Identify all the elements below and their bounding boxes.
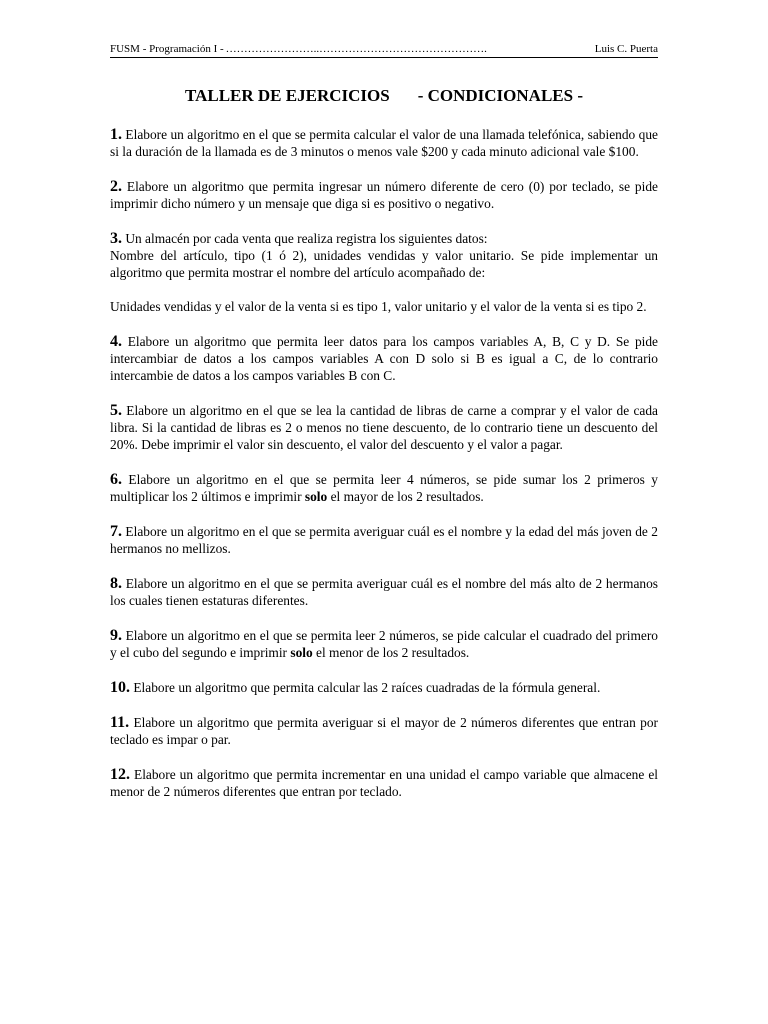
exercise-text-end: el menor de los 2 resultados. [312,645,470,660]
exercise-list [110,126,658,818]
exercise-number: 9. [110,627,122,644]
exercise-text: Elabore un algoritmo en el que se lea la cantidad de libras de carne a comprar y el valor de cada libra. Si la cantidad de libras es 2 o menos no tiene descuento, de lo contrario tiene un descuento del 20%. Debe imprimir el valor sin descuento, el valor del descuento y el valor a pagar. [110,403,658,452]
exercise-number: 8. [110,575,122,592]
exercise-extra-paragraph: Unidades vendidas y el valor de la venta si es tipo 1, valor unitario y el valor de la venta si es tipo 2. [110,299,647,314]
exercise-11 [110,714,658,748]
exercise-number: 3. [110,230,122,247]
exercise-7 [110,523,658,557]
exercise-text: Elabore un algoritmo en el que se permita calcular el valor de una llamada telefónica, sabiendo que si la duración de la llamada es de 3 minutos o menos vale $200 y cada minuto adicional vale $100. [110,127,658,159]
exercise-text: Elabore un algoritmo que permita incrementar en una unidad el campo variable que almacene el menor de 2 números diferentes que entran por teclado. [110,767,658,799]
exercise-text: Elabore un algoritmo en el que se permita averiguar cuál es el nombre del más alto de 2 hermanos los cuales tienen estaturas diferentes. [110,576,658,608]
exercise-text: Elabore un algoritmo en el que se permita leer 4 números, se pide sumar los 2 primeros y multiplicar los 2 últimos e imprimir [110,472,658,504]
exercise-number: 6. [110,471,122,488]
exercise-8 [110,575,658,609]
emphasis-word: solo [304,489,328,504]
exercise-text: Elabore un algoritmo que permita ingresar un número diferente de cero (0) por teclado, se pide imprimir dicho número y un mensaje que diga si es positivo o negativo. [110,179,658,211]
title-topic: - CONDICIONALES - [417,86,583,105]
exercise-text: Elabore un algoritmo que permita leer datos para los campos variables A, B, C y D. Se pide intercambiar de datos a los campos variables A con D solo si B es igual a C, de lo contrario intercambie de datos a los campos variables B con C. [110,334,658,383]
exercise-6 [110,471,658,505]
exercise-number: 12. [110,766,130,783]
exercise-number: 1. [110,126,122,143]
exercise-text: Elabore un algoritmo que permita averiguar si el mayor de 2 números diferentes que entran por teclado es impar o par. [110,715,658,747]
exercise-number: 4. [110,333,122,350]
exercise-2 [110,178,658,212]
exercise-5 [110,402,658,453]
header-course: FUSM - Programación I - [110,43,224,55]
exercise-number: 7. [110,523,122,540]
exercise-number: 2. [110,178,122,195]
running-header [110,43,658,58]
exercise-text-continued: Nombre del artículo, tipo (1 ó 2), unidades vendidas y valor unitario. Se pide implementar un algoritmo que permita mostrar el nombre del artículo acompañado de: [110,248,658,280]
exercise-number: 5. [110,402,122,419]
exercise-4 [110,333,658,384]
title-main: TALLER DE EJERCICIOS [185,86,390,105]
header-author: Luis C. Puerta [594,43,658,55]
exercise-9 [110,627,658,661]
exercise-text: Elabore un algoritmo en el que se permita leer 2 números, se pide calcular el cuadrado del primero y el cubo del segundo e imprimir [110,628,658,660]
exercise-number: 10. [110,679,130,696]
exercise-number: 11. [110,714,130,731]
exercise-1 [110,126,658,160]
exercise-text: Un almacén por cada venta que realiza registra los siguientes datos: [122,231,488,246]
exercise-text-end: el mayor de los 2 resultados. [327,489,484,504]
page-title [110,86,658,106]
header-dots: ……………………..………………………………………. [225,43,487,55]
exercise-3 [110,230,658,315]
exercise-10 [110,679,658,696]
exercise-12 [110,766,658,800]
exercise-text: Elabore un algoritmo en el que se permita averiguar cuál es el nombre y la edad del más joven de 2 hermanos no mellizos. [110,524,658,556]
exercise-text: Elabore un algoritmo que permita calcular las 2 raíces cuadradas de la fórmula general. [130,680,601,695]
emphasis-word: solo [290,645,313,660]
